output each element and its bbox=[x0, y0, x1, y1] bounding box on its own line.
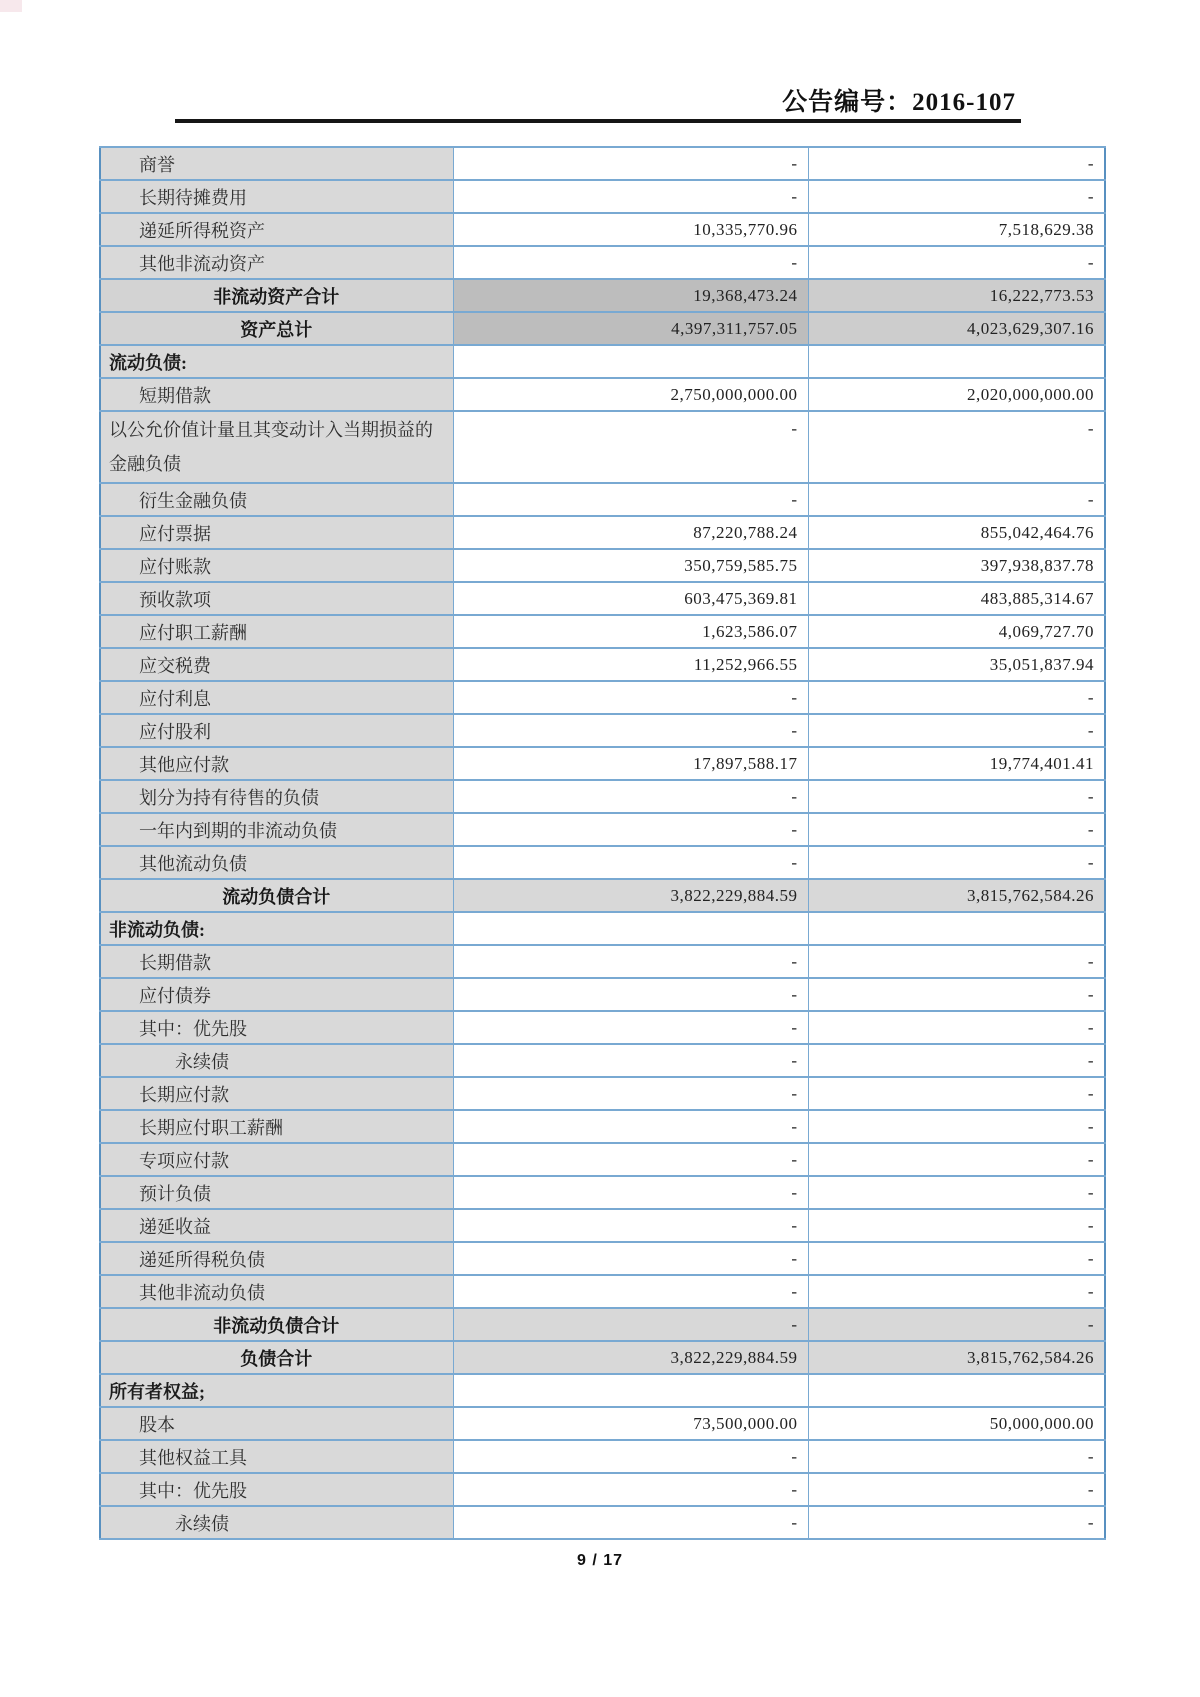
balance-sheet-table bbox=[99, 146, 1106, 1540]
value-current-period: - bbox=[453, 681, 808, 714]
row-label: 衍生金融负债 bbox=[100, 483, 453, 516]
value-current-period: 3,822,229,884.59 bbox=[453, 1341, 808, 1374]
table-row bbox=[100, 615, 1105, 648]
row-label: 其中：优先股 bbox=[100, 1473, 453, 1506]
value-prior-period: - bbox=[808, 714, 1105, 747]
table-row bbox=[100, 1473, 1105, 1506]
row-label: 短期借款 bbox=[100, 378, 453, 411]
table-row bbox=[100, 180, 1105, 213]
value-current-period: - bbox=[453, 483, 808, 516]
value-current-period: 11,252,966.55 bbox=[453, 648, 808, 681]
value-prior-period: - bbox=[808, 1506, 1105, 1539]
table-row bbox=[100, 483, 1105, 516]
row-label: 非流动负债: bbox=[100, 912, 453, 945]
table-row bbox=[100, 846, 1105, 879]
value-prior-period: 855,042,464.76 bbox=[808, 516, 1105, 549]
table-row bbox=[100, 1341, 1105, 1374]
table-row bbox=[100, 1407, 1105, 1440]
value-current-period: 17,897,588.17 bbox=[453, 747, 808, 780]
row-label: 应付债券 bbox=[100, 978, 453, 1011]
row-label: 长期借款 bbox=[100, 945, 453, 978]
table-row bbox=[100, 312, 1105, 345]
table-row bbox=[100, 648, 1105, 681]
row-label: 递延收益 bbox=[100, 1209, 453, 1242]
value-prior-period: 2,020,000,000.00 bbox=[808, 378, 1105, 411]
table-row bbox=[100, 1209, 1105, 1242]
value-prior-period: - bbox=[808, 246, 1105, 279]
value-current-period: - bbox=[453, 1011, 808, 1044]
page-number: 9 / 17 bbox=[576, 1552, 624, 1569]
row-label: 股本 bbox=[100, 1407, 453, 1440]
row-label: 其他权益工具 bbox=[100, 1440, 453, 1473]
value-prior-period: 3,815,762,584.26 bbox=[808, 879, 1105, 912]
table-row bbox=[100, 1110, 1105, 1143]
value-prior-period: 4,023,629,307.16 bbox=[808, 312, 1105, 345]
value-current-period: - bbox=[453, 1110, 808, 1143]
table-row bbox=[100, 1506, 1105, 1539]
value-current-period: - bbox=[453, 1143, 808, 1176]
value-current-period: 10,335,770.96 bbox=[453, 213, 808, 246]
table-row bbox=[100, 945, 1105, 978]
table-row bbox=[100, 1374, 1105, 1407]
table-row bbox=[100, 213, 1105, 246]
row-label: 永续债 bbox=[100, 1506, 453, 1539]
value-prior-period: - bbox=[808, 1044, 1105, 1077]
value-prior-period: 19,774,401.41 bbox=[808, 747, 1105, 780]
value-current-period: - bbox=[453, 1473, 808, 1506]
table-row bbox=[100, 345, 1105, 378]
value-current-period: 3,822,229,884.59 bbox=[453, 879, 808, 912]
table-row bbox=[100, 1011, 1105, 1044]
value-prior-period: - bbox=[808, 1011, 1105, 1044]
value-current-period: - bbox=[453, 1176, 808, 1209]
table-row bbox=[100, 1077, 1105, 1110]
row-label: 应付利息 bbox=[100, 681, 453, 714]
value-prior-period: - bbox=[808, 147, 1105, 180]
value-prior-period: - bbox=[808, 1473, 1105, 1506]
table-row bbox=[100, 681, 1105, 714]
table-row bbox=[100, 1275, 1105, 1308]
value-current-period bbox=[453, 912, 808, 945]
table-row bbox=[100, 279, 1105, 312]
table-row bbox=[100, 978, 1105, 1011]
value-current-period: 19,368,473.24 bbox=[453, 279, 808, 312]
row-label: 应付职工薪酬 bbox=[100, 615, 453, 648]
row-label: 长期待摊费用 bbox=[100, 180, 453, 213]
value-prior-period: - bbox=[808, 978, 1105, 1011]
value-prior-period: - bbox=[808, 846, 1105, 879]
value-current-period: - bbox=[453, 180, 808, 213]
row-label: 非流动资产合计 bbox=[100, 279, 453, 312]
value-prior-period: 3,815,762,584.26 bbox=[808, 1341, 1105, 1374]
value-current-period: - bbox=[453, 714, 808, 747]
table-row bbox=[100, 780, 1105, 813]
row-label: 其他流动负债 bbox=[100, 846, 453, 879]
table-row bbox=[100, 912, 1105, 945]
value-prior-period: 4,069,727.70 bbox=[808, 615, 1105, 648]
value-prior-period: - bbox=[808, 1077, 1105, 1110]
value-prior-period: - bbox=[808, 780, 1105, 813]
table-row bbox=[100, 714, 1105, 747]
value-prior-period: 35,051,837.94 bbox=[808, 648, 1105, 681]
row-label: 递延所得税资产 bbox=[100, 213, 453, 246]
value-current-period: - bbox=[453, 813, 808, 846]
value-prior-period: - bbox=[808, 813, 1105, 846]
value-prior-period: - bbox=[808, 483, 1105, 516]
table-row bbox=[100, 411, 1105, 483]
value-current-period: - bbox=[453, 147, 808, 180]
value-prior-period: 50,000,000.00 bbox=[808, 1407, 1105, 1440]
value-current-period: - bbox=[453, 1077, 808, 1110]
value-current-period: - bbox=[453, 1506, 808, 1539]
value-prior-period: - bbox=[808, 1209, 1105, 1242]
row-label: 一年内到期的非流动负债 bbox=[100, 813, 453, 846]
value-prior-period: - bbox=[808, 681, 1105, 714]
value-prior-period: - bbox=[808, 180, 1105, 213]
row-label: 应付票据 bbox=[100, 516, 453, 549]
table-row bbox=[100, 879, 1105, 912]
row-label: 非流动负债合计 bbox=[100, 1308, 453, 1341]
value-prior-period: - bbox=[808, 1242, 1105, 1275]
value-current-period bbox=[453, 1374, 808, 1407]
row-label: 预收款项 bbox=[100, 582, 453, 615]
value-prior-period: - bbox=[808, 1275, 1105, 1308]
row-label: 以公允价值计量且其变动计入当期损益的金融负债 bbox=[100, 411, 453, 483]
value-prior-period: - bbox=[808, 1308, 1105, 1341]
row-label: 其他非流动资产 bbox=[100, 246, 453, 279]
value-current-period: - bbox=[453, 1275, 808, 1308]
value-current-period: 1,623,586.07 bbox=[453, 615, 808, 648]
value-current-period bbox=[453, 345, 808, 378]
row-label: 所有者权益; bbox=[100, 1374, 453, 1407]
table-row bbox=[100, 1143, 1105, 1176]
table-row bbox=[100, 246, 1105, 279]
table-row bbox=[100, 1176, 1105, 1209]
row-label: 永续债 bbox=[100, 1044, 453, 1077]
value-current-period: - bbox=[453, 1044, 808, 1077]
row-label: 专项应付款 bbox=[100, 1143, 453, 1176]
value-prior-period: - bbox=[808, 411, 1105, 483]
value-current-period: - bbox=[453, 846, 808, 879]
value-current-period: - bbox=[453, 945, 808, 978]
value-current-period: 603,475,369.81 bbox=[453, 582, 808, 615]
value-current-period: 4,397,311,757.05 bbox=[453, 312, 808, 345]
value-prior-period: - bbox=[808, 1440, 1105, 1473]
row-label: 预计负债 bbox=[100, 1176, 453, 1209]
value-current-period: 87,220,788.24 bbox=[453, 516, 808, 549]
row-label: 流动负债: bbox=[100, 345, 453, 378]
value-current-period: 350,759,585.75 bbox=[453, 549, 808, 582]
row-label: 其中：优先股 bbox=[100, 1011, 453, 1044]
value-prior-period: 397,938,837.78 bbox=[808, 549, 1105, 582]
row-label: 应付股利 bbox=[100, 714, 453, 747]
row-label: 其他应付款 bbox=[100, 747, 453, 780]
row-label: 负债合计 bbox=[100, 1341, 453, 1374]
value-current-period: - bbox=[453, 1242, 808, 1275]
value-prior-period: 483,885,314.67 bbox=[808, 582, 1105, 615]
value-prior-period: - bbox=[808, 945, 1105, 978]
value-prior-period: 7,518,629.38 bbox=[808, 213, 1105, 246]
value-current-period: - bbox=[453, 1308, 808, 1341]
value-current-period: - bbox=[453, 1209, 808, 1242]
table-row bbox=[100, 516, 1105, 549]
value-prior-period bbox=[808, 345, 1105, 378]
value-current-period: - bbox=[453, 411, 808, 483]
table-row bbox=[100, 378, 1105, 411]
row-label: 流动负债合计 bbox=[100, 879, 453, 912]
table-row bbox=[100, 1440, 1105, 1473]
table-row bbox=[100, 1308, 1105, 1341]
table-row bbox=[100, 147, 1105, 180]
value-prior-period: - bbox=[808, 1110, 1105, 1143]
row-label: 应交税费 bbox=[100, 648, 453, 681]
value-prior-period: 16,222,773.53 bbox=[808, 279, 1105, 312]
value-prior-period bbox=[808, 912, 1105, 945]
scan-artifact bbox=[0, 0, 22, 12]
table-row bbox=[100, 747, 1105, 780]
value-current-period: - bbox=[453, 780, 808, 813]
value-prior-period: - bbox=[808, 1143, 1105, 1176]
table-row bbox=[100, 813, 1105, 846]
announcement-number: 公告编号：2016-107 bbox=[782, 89, 1016, 116]
row-label: 递延所得税负债 bbox=[100, 1242, 453, 1275]
value-current-period: 2,750,000,000.00 bbox=[453, 378, 808, 411]
table-row bbox=[100, 582, 1105, 615]
value-current-period: - bbox=[453, 978, 808, 1011]
row-label: 商誉 bbox=[100, 147, 453, 180]
value-current-period: - bbox=[453, 246, 808, 279]
row-label: 长期应付款 bbox=[100, 1077, 453, 1110]
row-label: 应付账款 bbox=[100, 549, 453, 582]
table-row bbox=[100, 1044, 1105, 1077]
row-label: 资产总计 bbox=[100, 312, 453, 345]
table-row bbox=[100, 1242, 1105, 1275]
value-current-period: 73,500,000.00 bbox=[453, 1407, 808, 1440]
value-prior-period: - bbox=[808, 1176, 1105, 1209]
value-prior-period bbox=[808, 1374, 1105, 1407]
row-label: 长期应付职工薪酬 bbox=[100, 1110, 453, 1143]
value-current-period: - bbox=[453, 1440, 808, 1473]
header-divider bbox=[175, 119, 1021, 123]
row-label: 划分为持有待售的负债 bbox=[100, 780, 453, 813]
row-label: 其他非流动负债 bbox=[100, 1275, 453, 1308]
table-row bbox=[100, 549, 1105, 582]
